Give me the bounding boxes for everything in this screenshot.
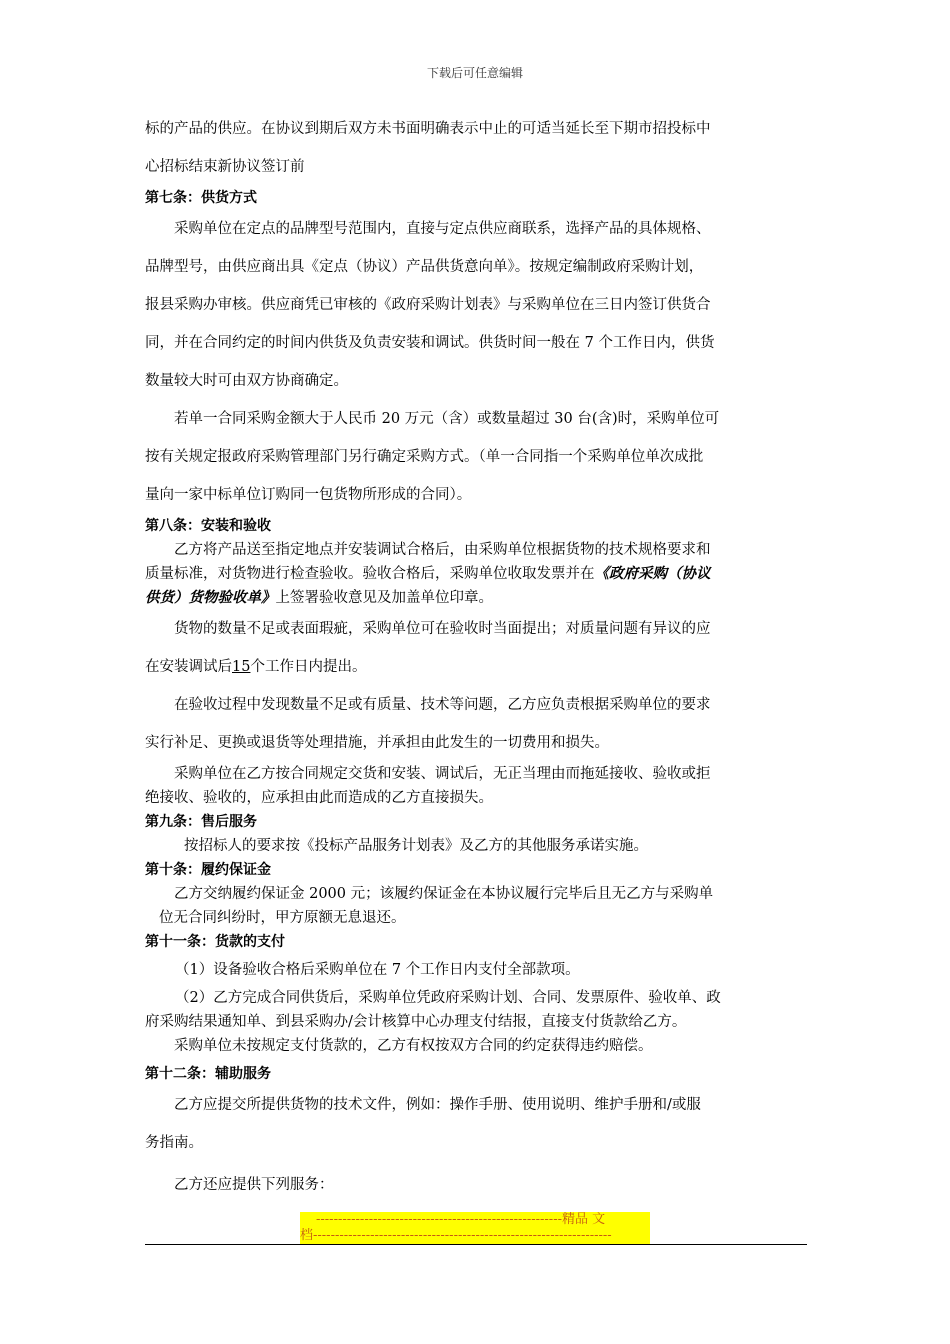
article-11-heading: 第十一条：货款的支付: [145, 934, 285, 950]
text-line: 心招标结束新协议签订前: [145, 159, 305, 175]
text-line: 乙方交纳履约保证金 2000 元；该履约保证金在本协议履行完毕后且无乙方与采购单: [174, 886, 714, 902]
text-line: 采购单位在乙方按合同规定交货和安装、调试后，无正当理由而拖延接收、验收或拒: [174, 766, 711, 782]
text-line: 乙方还应提供下列服务：: [174, 1177, 334, 1193]
text-line: 位无合同纠纷时，甲方原额无息退还。: [159, 910, 406, 926]
text-line: 务指南。: [145, 1135, 203, 1151]
text-line: 品牌型号，由供应商出具《定点（协议）产品供货意向单》。按规定编制政府采购计划，: [145, 259, 704, 275]
text-line: 采购单位在定点的品牌型号范围内，直接与定点供应商联系，选择产品的具体规格、: [174, 221, 711, 237]
text-span: 质量标准，对货物进行检查验收。验收合格后，采购单位收取发票并在: [145, 566, 595, 582]
text-span: 上签署验收意见及加盖单位印章。: [275, 590, 493, 606]
footer-line-1: --------------------------------------------------------精品 文: [300, 1212, 650, 1228]
text-line: [145, 648, 807, 686]
document-body: [145, 110, 807, 1204]
form-name-emphasis: 供货）货物验收单》: [145, 589, 276, 606]
text-line: （2）乙方完成合同供货后，采购单位凭政府采购计划、合同、发票原件、验收单、政: [175, 990, 721, 1006]
text-span: 个工作日内提出。: [250, 659, 367, 675]
form-name-emphasis: 《政府采购（协议: [594, 565, 711, 582]
text-line: 按招标人的要求按《投标产品服务计划表》及乙方的其他服务承诺实施。: [184, 838, 648, 854]
underlined-number: 15: [232, 659, 251, 675]
text-line: 若单一合同采购金额大于人民币 20 万元（含）或数量超过 30 台(含)时，采购单位可: [174, 411, 720, 427]
text-line: 采购单位未按规定支付货款的，乙方有权按双方合同的约定获得违约赔偿。: [174, 1038, 653, 1054]
text-line: 在验收过程中发现数量不足或有质量、技术等问题，乙方应负责根据采购单位的要求: [174, 697, 711, 713]
text-line: 实行补足、更换或退货等处理措施，并承担由此发生的一切费用和损失。: [145, 735, 609, 751]
text-line: [145, 586, 807, 610]
text-line: 标的产品的供应。在协议到期后双方未书面明确表示中止的可适当延长至下期市招投标中: [145, 121, 711, 137]
text-line: 报县采购办审核。供应商凭已审核的《政府采购计划表》与采购单位在三日内签订供货合: [145, 297, 711, 313]
footer-divider: [145, 1244, 807, 1245]
page-header: 下载后可任意编辑: [426, 66, 523, 80]
footer-line-2: 档--------------------------------------------------------------------: [300, 1228, 650, 1244]
article-8-heading: 第八条：安装和验收: [145, 518, 271, 534]
text-line: 府采购结果通知单、到县采购办/会计核算中心办理支付结报，直接支付货款给乙方。: [145, 1014, 687, 1030]
article-12-heading: 第十二条：辅助服务: [145, 1066, 271, 1082]
text-span: 在安装调试后: [145, 659, 232, 675]
text-line: 乙方将产品送至指定地点并安装调试合格后，由采购单位根据货物的技术规格要求和: [174, 542, 711, 558]
text-line: 绝接收、验收的，应承担由此而造成的乙方直接损失。: [145, 790, 493, 806]
text-line: （1）设备验收合格后采购单位在 7 个工作日内支付全部款项。: [175, 962, 580, 978]
text-line: 量向一家中标单位订购同一包货物所形成的合同）。: [145, 487, 472, 503]
article-9-heading: 第九条：售后服务: [145, 814, 257, 830]
article-10-heading: 第十条：履约保证金: [145, 862, 271, 878]
text-line: 按有关规定报政府采购管理部门另行确定采购方式。（单一合同指一个采购单位单次成批: [145, 449, 704, 465]
article-7-heading: 第七条：供货方式: [145, 190, 257, 206]
footer-watermark: [300, 1212, 650, 1244]
text-line: 同，并在合同约定的时间内供货及负责安装和调试。供货时间一般在 7 个工作日内，供货: [145, 335, 715, 351]
text-line: 乙方应提交所提供货物的技术文件，例如：操作手册、使用说明、维护手册和/或服: [174, 1097, 701, 1113]
text-line: [145, 562, 807, 586]
text-line: 货物的数量不足或表面瑕疵，采购单位可在验收时当面提出；对质量问题有异议的应: [174, 621, 711, 637]
text-line: 数量较大时可由双方协商确定。: [145, 373, 348, 389]
